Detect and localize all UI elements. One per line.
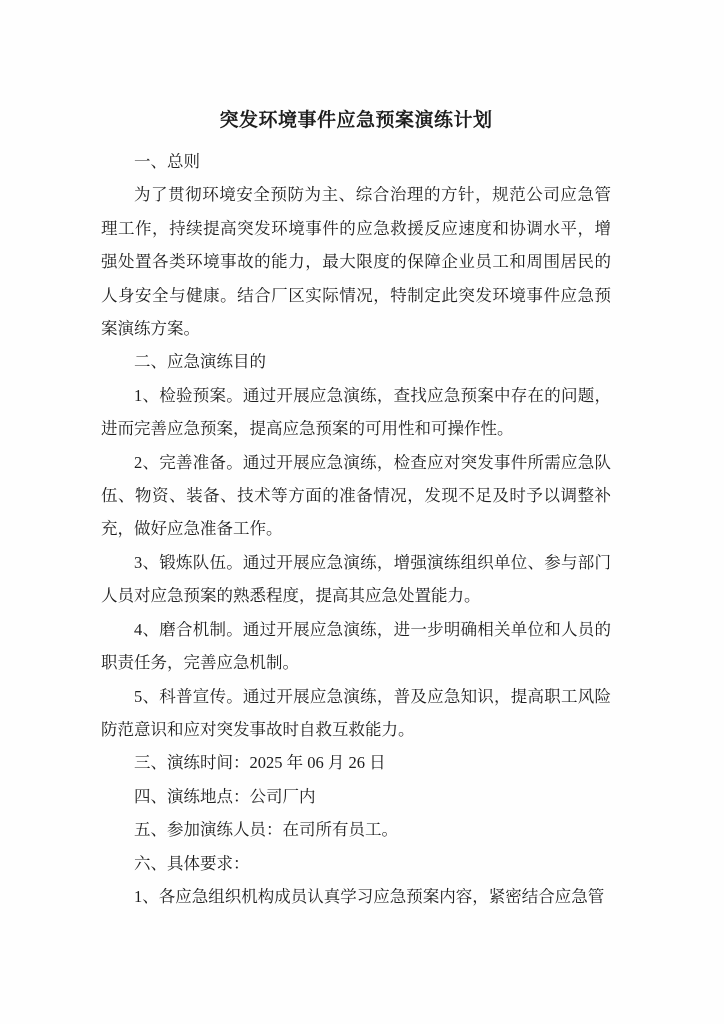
paragraph-purpose-4: 4、磨合机制。通过开展应急演练，进一步明确相关单位和人员的职责任务，完善应急机制。 — [101, 619, 611, 673]
section-heading-purpose: 二、应急演练目的 — [134, 352, 266, 372]
paragraph-purpose-3: 3、锻炼队伍。通过开展应急演练，增强演练组织单位、参与部门人员对应急预案的熟悉程度，提高其应急处置能力。 — [101, 552, 611, 606]
section-heading-requirements: 六、具体要求： — [134, 853, 250, 873]
paragraph-requirement-1: 1、各应急组织机构成员认真学习应急预案内容，紧密结合应急管 — [134, 886, 605, 906]
item-drill-location: 四、演练地点：公司厂内 — [134, 786, 316, 806]
paragraph-purpose-2: 2、完善准备。通过开展应急演练，检查应对突发事件所需应急队伍、物资、装备、技术等方面的准备情况，发现不足及时予以调整补充，做好应急准备工作。 — [101, 452, 611, 539]
paragraph-general-principles: 为了贯彻环境安全预防为主、综合治理的方针，规范公司应急管理工作，持续提高突发环境事件的应急救援反应速度和协调水平，增强处置各类环境事故的能力，最大限度的保障企业员工和周围居民的人身安全与健康。结合厂区实际情况，特制定此突发环境事件应急预案演练方案。 — [101, 185, 611, 339]
item-drill-time: 三、演练时间：2025 年 06 月 26 日 — [134, 753, 386, 773]
document-title: 突发环境事件应急预案演练计划 — [219, 110, 493, 131]
item-drill-participants: 五、参加演练人员：在司所有员工。 — [134, 820, 398, 840]
paragraph-purpose-1: 1、检验预案。通过开展应急演练，查找应急预案中存在的问题，进而完善应急预案，提高应急预案的可用性和可操作性。 — [101, 385, 611, 439]
paragraph-purpose-5: 5、科普宣传。通过开展应急演练，普及应急知识，提高职工风险防范意识和应对突发事故时自救互救能力。 — [101, 686, 611, 739]
section-heading-general: 一、总则 — [134, 152, 200, 171]
